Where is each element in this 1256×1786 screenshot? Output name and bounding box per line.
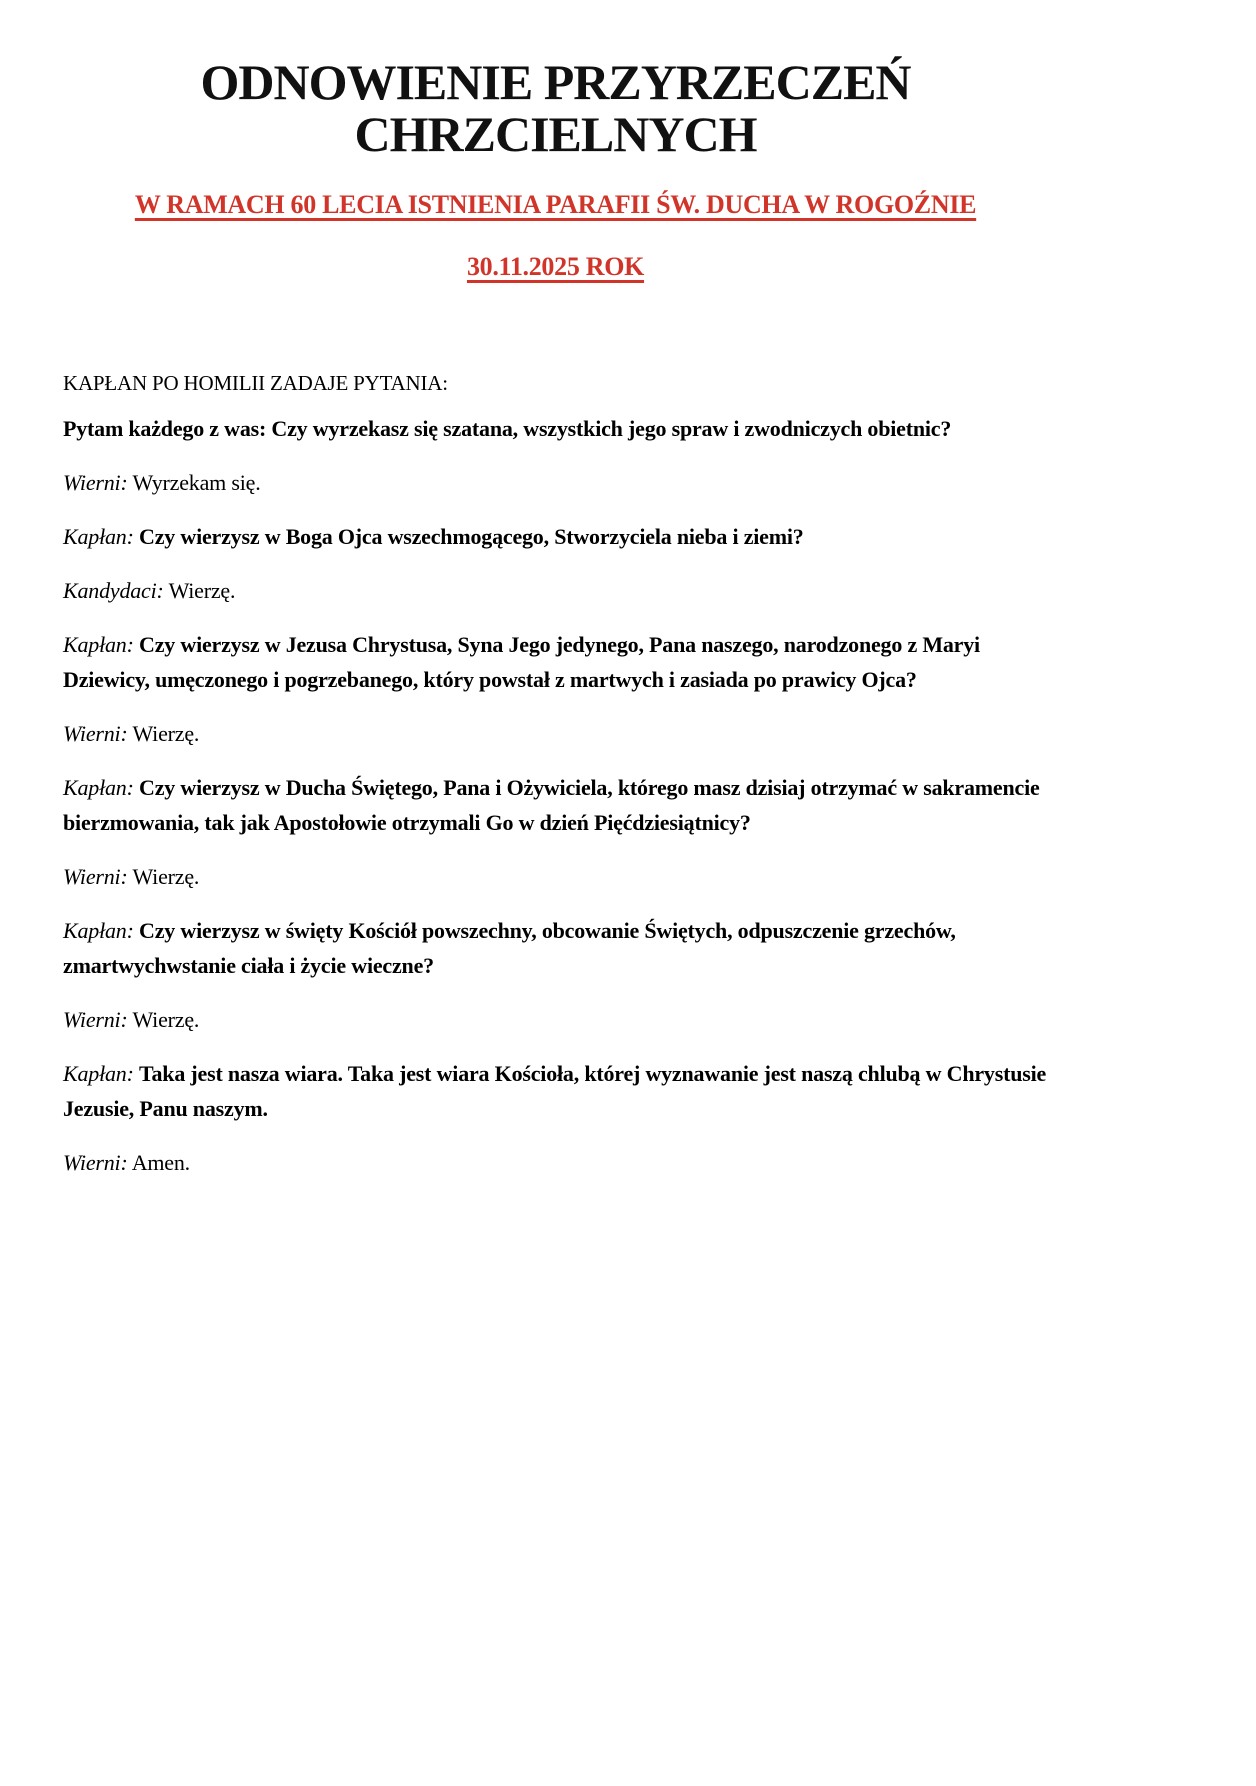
dialogue-text: Wierzę. (132, 864, 200, 889)
document-title-line-2: CHRZCIELNYCH (354, 106, 757, 162)
dialogue-text: Wyrzekam się. (132, 470, 261, 495)
dialogue-text: Wierzę. (168, 578, 236, 603)
speaker-label: Wierni: (63, 1007, 128, 1032)
speaker-label: Kapłan: (63, 632, 134, 657)
document-title-line-1: ODNOWIENIE PRZYRZECZEŃ (200, 54, 911, 110)
speaker-label: Wierni: (63, 1150, 128, 1175)
speaker-label: Kapłan: (63, 1061, 134, 1086)
dialogue-paragraph (63, 770, 1048, 840)
dialogue-paragraph (63, 627, 1048, 697)
dialogue-paragraph (63, 913, 1048, 983)
speaker-label: Wierni: (63, 470, 128, 495)
document-date-text: 30.11.2025 ROK (466, 252, 645, 281)
dialogue-paragraph (63, 1145, 1048, 1180)
dialogue-text: Wierzę. (132, 1007, 200, 1032)
speaker-label: Wierni: (63, 864, 128, 889)
rubric-line: KAPŁAN PO HOMILII ZADAJE PYTANIA: (63, 371, 448, 395)
dialogue-paragraph (63, 1056, 1048, 1126)
document-subtitle-text: W RAMACH 60 LECIA ISTNIENIA PARAFII ŚW. DUCHA W ROGOŹNIE (134, 190, 977, 219)
dialogue-paragraph (63, 573, 1048, 608)
speaker-label: Kapłan: (63, 775, 134, 800)
dialogue-text: Taka jest nasza wiara. Taka jest wiara Kościoła, której wyznawanie jest naszą chlubą w Chrystusie Jezusie, Panu naszym. (63, 1061, 1047, 1121)
dialogue-paragraph (63, 411, 1048, 446)
dialogue-paragraph (63, 519, 1048, 554)
dialogue-paragraph (63, 716, 1048, 751)
speaker-label: Kandydaci: (63, 578, 164, 603)
speaker-label: Kapłan: (63, 524, 134, 549)
dialogue-section (63, 411, 1048, 1180)
dialogue-text: Czy wierzysz w Jezusa Chrystusa, Syna Jego jedynego, Pana naszego, narodzonego z Maryi Dziewicy, umęczonego i pogrzebanego, który powstał z martwych i zasiada po prawicy Ojca? (63, 632, 980, 692)
dialogue-text: Czy wierzysz w Boga Ojca wszechmogącego, Stworzyciela nieba i ziemi? (139, 524, 804, 549)
dialogue-paragraph (63, 859, 1048, 894)
dialogue-text: Wierzę. (132, 721, 200, 746)
dialogue-text: Amen. (131, 1150, 190, 1175)
document-date (63, 252, 1048, 282)
dialogue-text: Czy wierzysz w święty Kościół powszechny, obcowanie Świętych, odpuszczenie grzechów, zmartwychwstanie ciała i życie wieczne? (63, 918, 956, 978)
dialogue-paragraph (63, 1002, 1048, 1037)
document-subtitle (63, 190, 1048, 220)
dialogue-paragraph (63, 465, 1048, 500)
dialogue-text: Czy wierzysz w Ducha Świętego, Pana i Ożywiciela, którego masz dzisiaj otrzymać w sakramencie bierzmowania, tak jak Apostołowie otrzymali Go w dzień Pięćdziesiątnicy? (63, 775, 1040, 835)
speaker-label: Kapłan: (63, 918, 134, 943)
dialogue-text: Pytam każdego z was: Czy wyrzekasz się szatana, wszystkich jego spraw i zwodniczych obietnic? (63, 416, 952, 441)
document-title (63, 56, 1048, 160)
speaker-label: Wierni: (63, 721, 128, 746)
